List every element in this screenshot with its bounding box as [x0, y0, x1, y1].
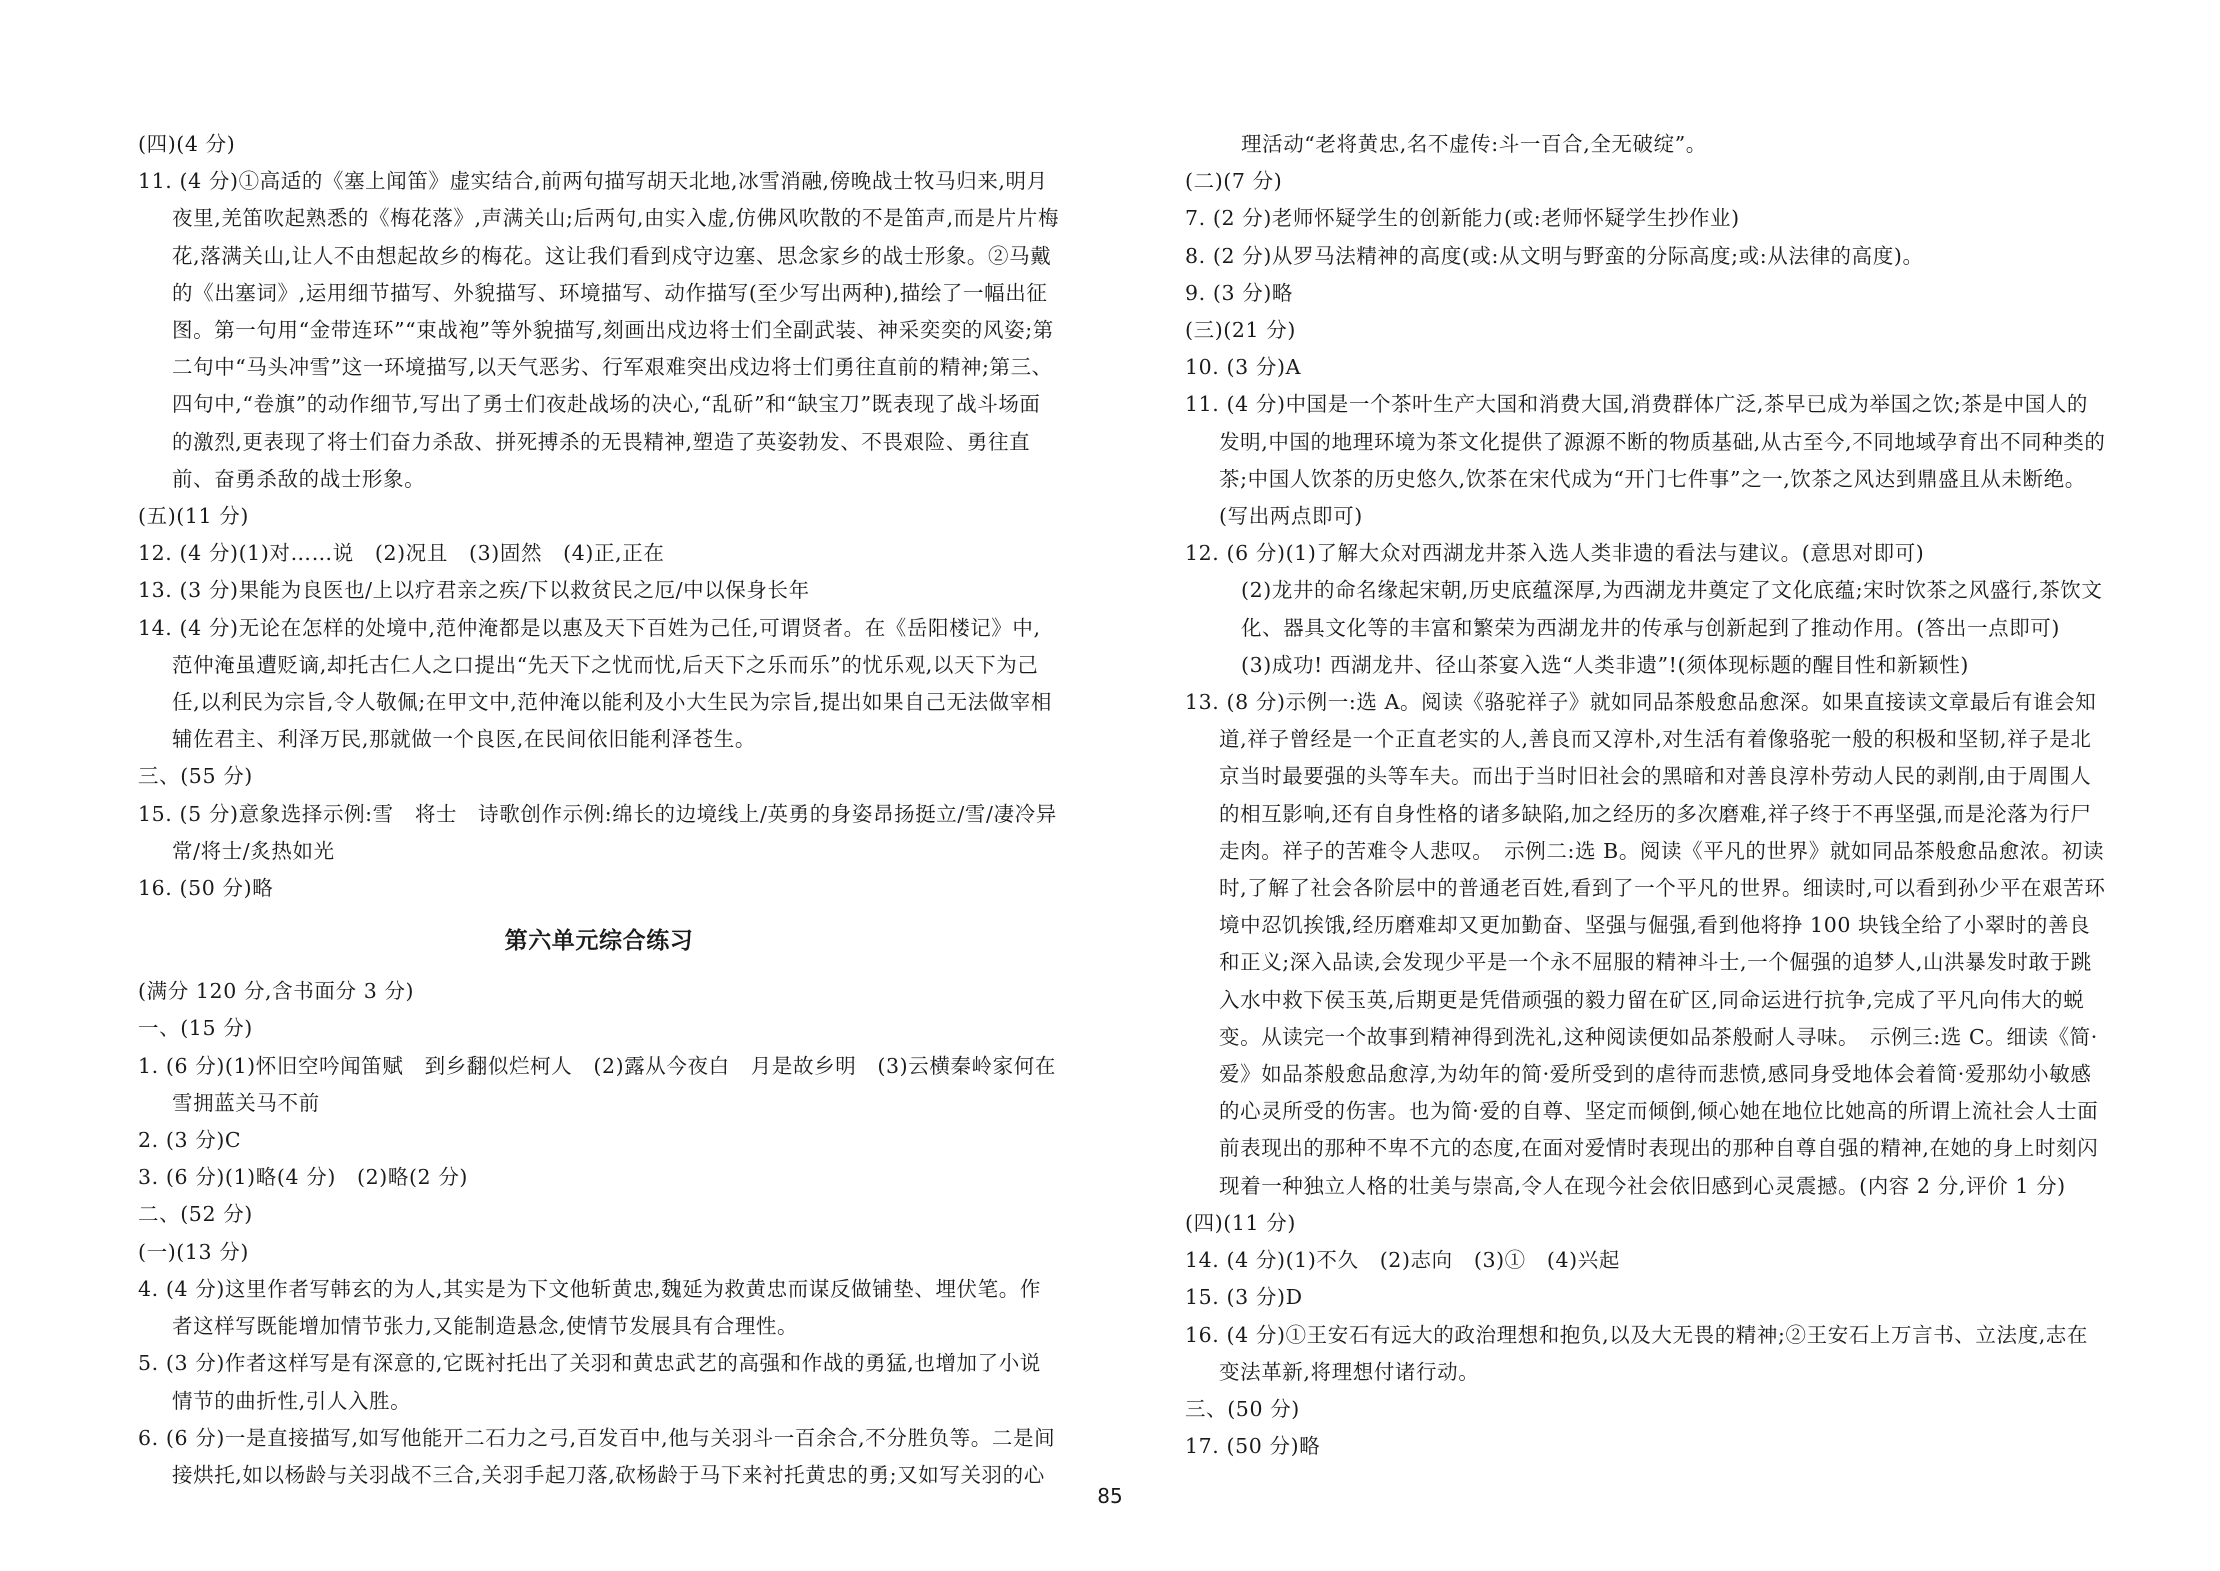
left-column — [138, 126, 1078, 1494]
answer-line: 二、(52 分) — [138, 1202, 253, 1227]
answer-line: (三)(21 分) — [1185, 318, 1296, 343]
answer-line: (五)(11 分) — [138, 504, 249, 529]
page-number: 85 — [1097, 1484, 1123, 1508]
answer-line: 2. (3 分)C — [138, 1128, 242, 1153]
answer-line: 4. (4 分)这里作者写韩玄的为人,其实是为下文他斩黄忠,魏延为救黄忠而谋反做铺垫、埋伏笔。作者这样写既能增加情节张力,又能制造悬念,使情节发展具有合理性。 — [138, 1276, 1041, 1339]
answer-line: 16. (50 分)略 — [138, 876, 274, 901]
answer-line: 15. (3 分)D — [1185, 1285, 1303, 1310]
answer-line: 10. (3 分)A — [1185, 355, 1301, 380]
answer-line: 13. (3 分)果能为良医也/上以疗君亲之疾/下以救贫民之厄/中以保身长年 — [138, 578, 810, 603]
answer-line: 5. (3 分)作者这样写是有深意的,它既衬托出了关羽和黄忠武艺的高强和作战的勇猛,也增加了小说情节的曲折性,引人入胜。 — [138, 1351, 1041, 1413]
answer-line: 17. (50 分)略 — [1185, 1434, 1321, 1459]
answer-line: 14. (4 分)(1)不久 (2)志向 (3)① (4)兴起 — [1185, 1248, 1620, 1273]
answer-line: 6. (6 分)一是直接描写,如写他能开二石力之弓,百发百中,他与关羽斗一百余合,不分胜负等。二是间接烘托,如以杨龄与关羽战不三合,关羽手起刀落,砍杨龄于马下来衬托黄忠的勇;又如写关羽的心 — [138, 1425, 1056, 1487]
answer-line: 1. (6 分)(1)怀旧空吟闻笛赋 到乡翻似烂柯人 (2)露从今夜白 月是故乡明 (3)云横秦岭家何在 雪拥蓝关马不前 — [138, 1053, 1078, 1115]
answer-line: 12. (6 分)(1)了解大众对西湖龙井茶入选人类非遗的看法与建议。(意思对即可) — [1185, 541, 1925, 566]
answer-line: 理活动“老将黄忠,名不虚传:斗一百合,全无破绽”。 — [1241, 132, 1707, 156]
answer-line: 3. (6 分)(1)略(4 分) (2)略(2 分) — [138, 1165, 469, 1190]
answer-line: 14. (4 分)无论在怎样的处境中,范仲淹都是以惠及天下百姓为己任,可谓贤者。在《岳阳楼记》中,范仲淹虽遭贬谪,却托古仁人之口提出“先天下之忧而忧,后天下之乐而乐”的忧乐观,以天下为己任,以利民为宗旨,令人敬佩;在甲文中,范仲淹以能利及小大生民为宗旨,提出如果自己无法做宰相辅佐君主、利泽万民,那就做一个良医,在民间依旧能利泽苍生。 — [138, 615, 1052, 752]
answer-line: (四)(11 分) — [1185, 1210, 1296, 1235]
answer-line: (2)龙井的命名缘起宋朝,历史底蕴深厚,为西湖龙井奠定了文化底蕴;宋时饮茶之风盛行,茶饮文化、器具文化等的丰富和繁荣为西湖龙井的传承与创新起到了推动作用。(答出一点即可) — [1241, 578, 2103, 640]
answer-line: 13. (8 分)示例一:选 A。阅读《骆驼祥子》就如同品茶般愈品愈深。如果直接读文章最后有谁会知道,祥子曾经是一个正直老实的人,善良而又淳朴,对生活有着像骆驼一般的积极和坚韧,祥子是北京当时最要强的头等车夫。而出于当时旧社会的黑暗和对善良淳朴劳动人民的剥削,由于周围人的相互影响,还有自身性格的诸多缺陷,加之经历的多次磨难,祥子终于不再坚强,而是沦落为行尸走肉。祥子的苦难令人悲叹。 示例二:选 B。阅读《平凡的世界》就如同品茶般愈品愈浓。初读时,了解了社会各阶层中的普通老百姓,看到了一个平凡的世界。细读时,可以看到孙少平在艰苦环境中忍饥挨饿,经历磨难却又更加勤奋、坚强与倔强,看到他将挣 100 块钱全给了小翠时的善良和正义;深入品读,会发现少平是一个永不屈服的精神斗士,一个倔强的追梦人,山洪暴发时敢于跳入水中救下侯玉英,后期更是凭借顽强的毅力留在矿区,同命运进行抗争,完成了平凡向伟大的蜕变。从读完一个故事到精神得到洗礼,这种阅读便如品茶般耐人寻味。 示例三:选 C。细读《简·爱》如品茶般愈品愈淳,为幼年的简·爱所受到的虐待而悲愤,感同身受地体会着简·爱那幼小敏感的心灵所受的伤害。也为简·爱的自尊、坚定而倾倒,倾心她在地位比她高的所谓上流社会人士面前表现出的那种不卑不亢的态度,在面对爱情时表现出的那种自尊自强的精神,在她的身上时刻闪现着一种独立人格的壮美与崇高,令人在现今社会依旧感到心灵震撼。(内容 2 分,评价 1 分) — [1185, 690, 2106, 1198]
answer-line: 三、(55 分) — [138, 764, 253, 789]
answer-line: 15. (5 分)意象选择示例:雪 将士 诗歌创作示例:绵长的边境线上/英勇的身姿昂扬挺立/雪/凄冷异常/将士/炙热如光 — [138, 801, 1057, 863]
section-title: 第六单元综合练习 — [504, 928, 694, 955]
answer-line: (二)(7 分) — [1185, 169, 1283, 194]
answer-line: 三、(50 分) — [1185, 1396, 1300, 1421]
answer-line: (满分 120 分,含书面分 3 分) — [138, 979, 415, 1004]
answer-line: 7. (2 分)老师怀疑学生的创新能力(或:老师怀疑学生抄作业) — [1185, 206, 1740, 231]
answer-line: 12. (4 分)(1)对……说 (2)况且 (3)固然 (4)正,正在 — [138, 541, 665, 566]
answer-line: (四)(4 分) — [138, 132, 236, 156]
answer-line: (3)成功! 西湖龙井、径山茶宴入选“人类非遗”!(须体现标题的醒目性和新颖性) — [1241, 652, 1969, 677]
right-column — [1185, 126, 2107, 1465]
answer-line: 16. (4 分)①王安石有远大的政治理想和抱负,以及大无畏的精神;②王安石上万言书、立法度,志在变法革新,将理想付诸行动。 — [1185, 1322, 2089, 1384]
answer-line: 9. (3 分)略 — [1185, 280, 1294, 305]
answer-line: 11. (4 分)中国是一个茶叶生产大国和消费大国,消费群体广泛,茶早已成为举国之饮;茶是中国人的发明,中国的地理环境为茶文化提供了源源不断的物质基础,从古至今,不同地域孕育出不同种类的茶;中国人饮茶的历史悠久,饮茶在宋代成为“开门七件事”之一,饮茶之风达到鼎盛且从未断绝。(写出两点即可) — [1185, 392, 2106, 529]
answer-line: 11. (4 分)①高适的《塞上闻笛》虚实结合,前两句描写胡天北地,冰雪消融,傍晚战士牧马归来,明月夜里,羌笛吹起熟悉的《梅花落》,声满关山;后两句,由实入虚,仿佛风吹散的不是笛声,而是片片梅花,落满关山,让人不由想起故乡的梅花。这让我们看到戍守边塞、思念家乡的战士形象。②马戴的《出塞词》,运用细节描写、外貌描写、环境描写、动作描写(至少写出两种),描绘了一幅出征图。第一句用“金带连环”“束战袍”等外貌描写,刻画出戍边将士们全副武装、神采奕奕的风姿;第二句中“马头冲雪”这一环境描写,以天气恶劣、行军艰难突出戍边将士们勇往直前的精神;第三、四句中,“卷旗”的动作细节,写出了勇士们夜赴战场的决心,“乱斫”和“缺宝刀”既表现了战斗场面的激烈,更表现了将士们奋力杀敌、拼死搏杀的无畏精神,塑造了英姿勃发、不畏艰险、勇往直前、奋勇杀敌的战士形象。 — [138, 169, 1060, 491]
answer-line: (一)(13 分) — [138, 1239, 249, 1264]
answer-line: 8. (2 分)从罗马法精神的高度(或:从文明与野蛮的分际高度;或:从法律的高度)。 — [1185, 243, 1924, 268]
answer-line: 一、(15 分) — [138, 1016, 253, 1041]
